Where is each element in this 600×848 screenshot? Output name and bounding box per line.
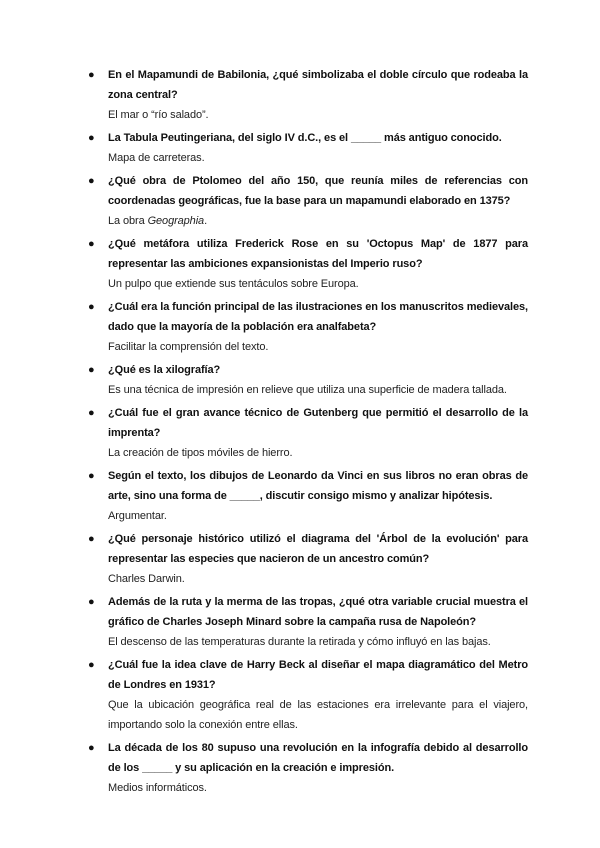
bullet-icon: ● [88, 69, 95, 81]
list-item [88, 466, 528, 526]
question-list [88, 65, 528, 801]
question-text: ¿Qué es la xilografía? [108, 364, 221, 376]
list-item [88, 655, 528, 735]
list-item [88, 403, 528, 463]
list-item [88, 738, 528, 798]
list-item [88, 529, 528, 589]
answer-text: Facilitar la comprensión del texto. [108, 341, 269, 353]
question-text: ¿Cuál fue el gran avance técnico de Gutenberg que permitió el desarrollo de la imprenta? [108, 407, 528, 439]
answer-text: Un pulpo que extiende sus tentáculos sobre Europa. [108, 278, 359, 290]
list-item [88, 234, 528, 294]
bullet-icon: ● [88, 596, 95, 608]
answer-text-suffix: . [204, 215, 208, 227]
list-item [88, 592, 528, 652]
bullet-icon: ● [88, 407, 95, 419]
answer-text: Medios informáticos. [108, 782, 207, 794]
answer-text: Es una técnica de impresión en relieve que utiliza una superficie de madera tallada. [108, 384, 507, 396]
question-text: La década de los 80 supuso una revolución en la infografía debido al desarrollo de los _____ y su aplicación en la creación e impresión. [108, 742, 528, 774]
bullet-icon: ● [88, 175, 95, 187]
answer-text-prefix: La obra [108, 215, 148, 227]
question-text: ¿Qué personaje histórico utilizó el diagrama del 'Árbol de la evolución' para representar las especies que nacieron de un ancestro común? [108, 533, 528, 565]
answer-text: La creación de tipos móviles de hierro. [108, 447, 293, 459]
list-item [88, 128, 528, 168]
bullet-icon: ● [88, 659, 95, 671]
bullet-icon: ● [88, 132, 95, 144]
list-item [88, 171, 528, 231]
answer-text: Mapa de carreteras. [108, 152, 205, 164]
question-text: Según el texto, los dibujos de Leonardo da Vinci en sus libros no eran obras de arte, sino una forma de _____, discutir consigo mismo y analizar hipótesis. [108, 470, 528, 502]
bullet-icon: ● [88, 301, 95, 313]
answer-text [108, 211, 528, 231]
list-item [88, 297, 528, 357]
answer-text: Argumentar. [108, 510, 167, 522]
answer-text: Que la ubicación geográfica real de las estaciones era irrelevante para el viajero, importando solo la conexión entre ellas. [108, 699, 528, 731]
bullet-icon: ● [88, 742, 95, 754]
answer-text: El descenso de las temperaturas durante la retirada y cómo influyó en las bajas. [108, 636, 491, 648]
bullet-icon: ● [88, 533, 95, 545]
bullet-icon: ● [88, 238, 95, 250]
bullet-icon: ● [88, 470, 95, 482]
answer-text-italic: Geographia [147, 215, 205, 227]
question-text: ¿Cuál fue la idea clave de Harry Beck al diseñar el mapa diagramático del Metro de Londres en 1931? [108, 659, 528, 691]
bullet-icon: ● [88, 364, 95, 376]
answer-text: El mar o “río salado”. [108, 109, 209, 121]
question-text: Además de la ruta y la merma de las tropas, ¿qué otra variable crucial muestra el gráfico de Charles Joseph Minard sobre la campaña rusa de Napoleón? [108, 596, 528, 628]
question-text: ¿Qué obra de Ptolomeo del año 150, que reunía miles de referencias con coordenadas geográficas, fue la base para un mapamundi elaborado en 1375? [108, 175, 528, 207]
list-item [88, 360, 528, 400]
list-item [88, 65, 528, 125]
question-text: La Tabula Peutingeriana, del siglo IV d.C., es el _____ más antiguo conocido. [108, 132, 502, 144]
question-text: ¿Qué metáfora utiliza Frederick Rose en su 'Octopus Map' de 1877 para representar las ambiciones expansionistas del Imperio ruso? [108, 238, 528, 270]
question-text: ¿Cuál era la función principal de las ilustraciones en los manuscritos medievales, dado que la mayoría de la población era analfabeta? [108, 301, 528, 333]
answer-text: Charles Darwin. [108, 573, 185, 585]
question-text: En el Mapamundi de Babilonia, ¿qué simbolizaba el doble círculo que rodeaba la zona central? [108, 69, 528, 101]
